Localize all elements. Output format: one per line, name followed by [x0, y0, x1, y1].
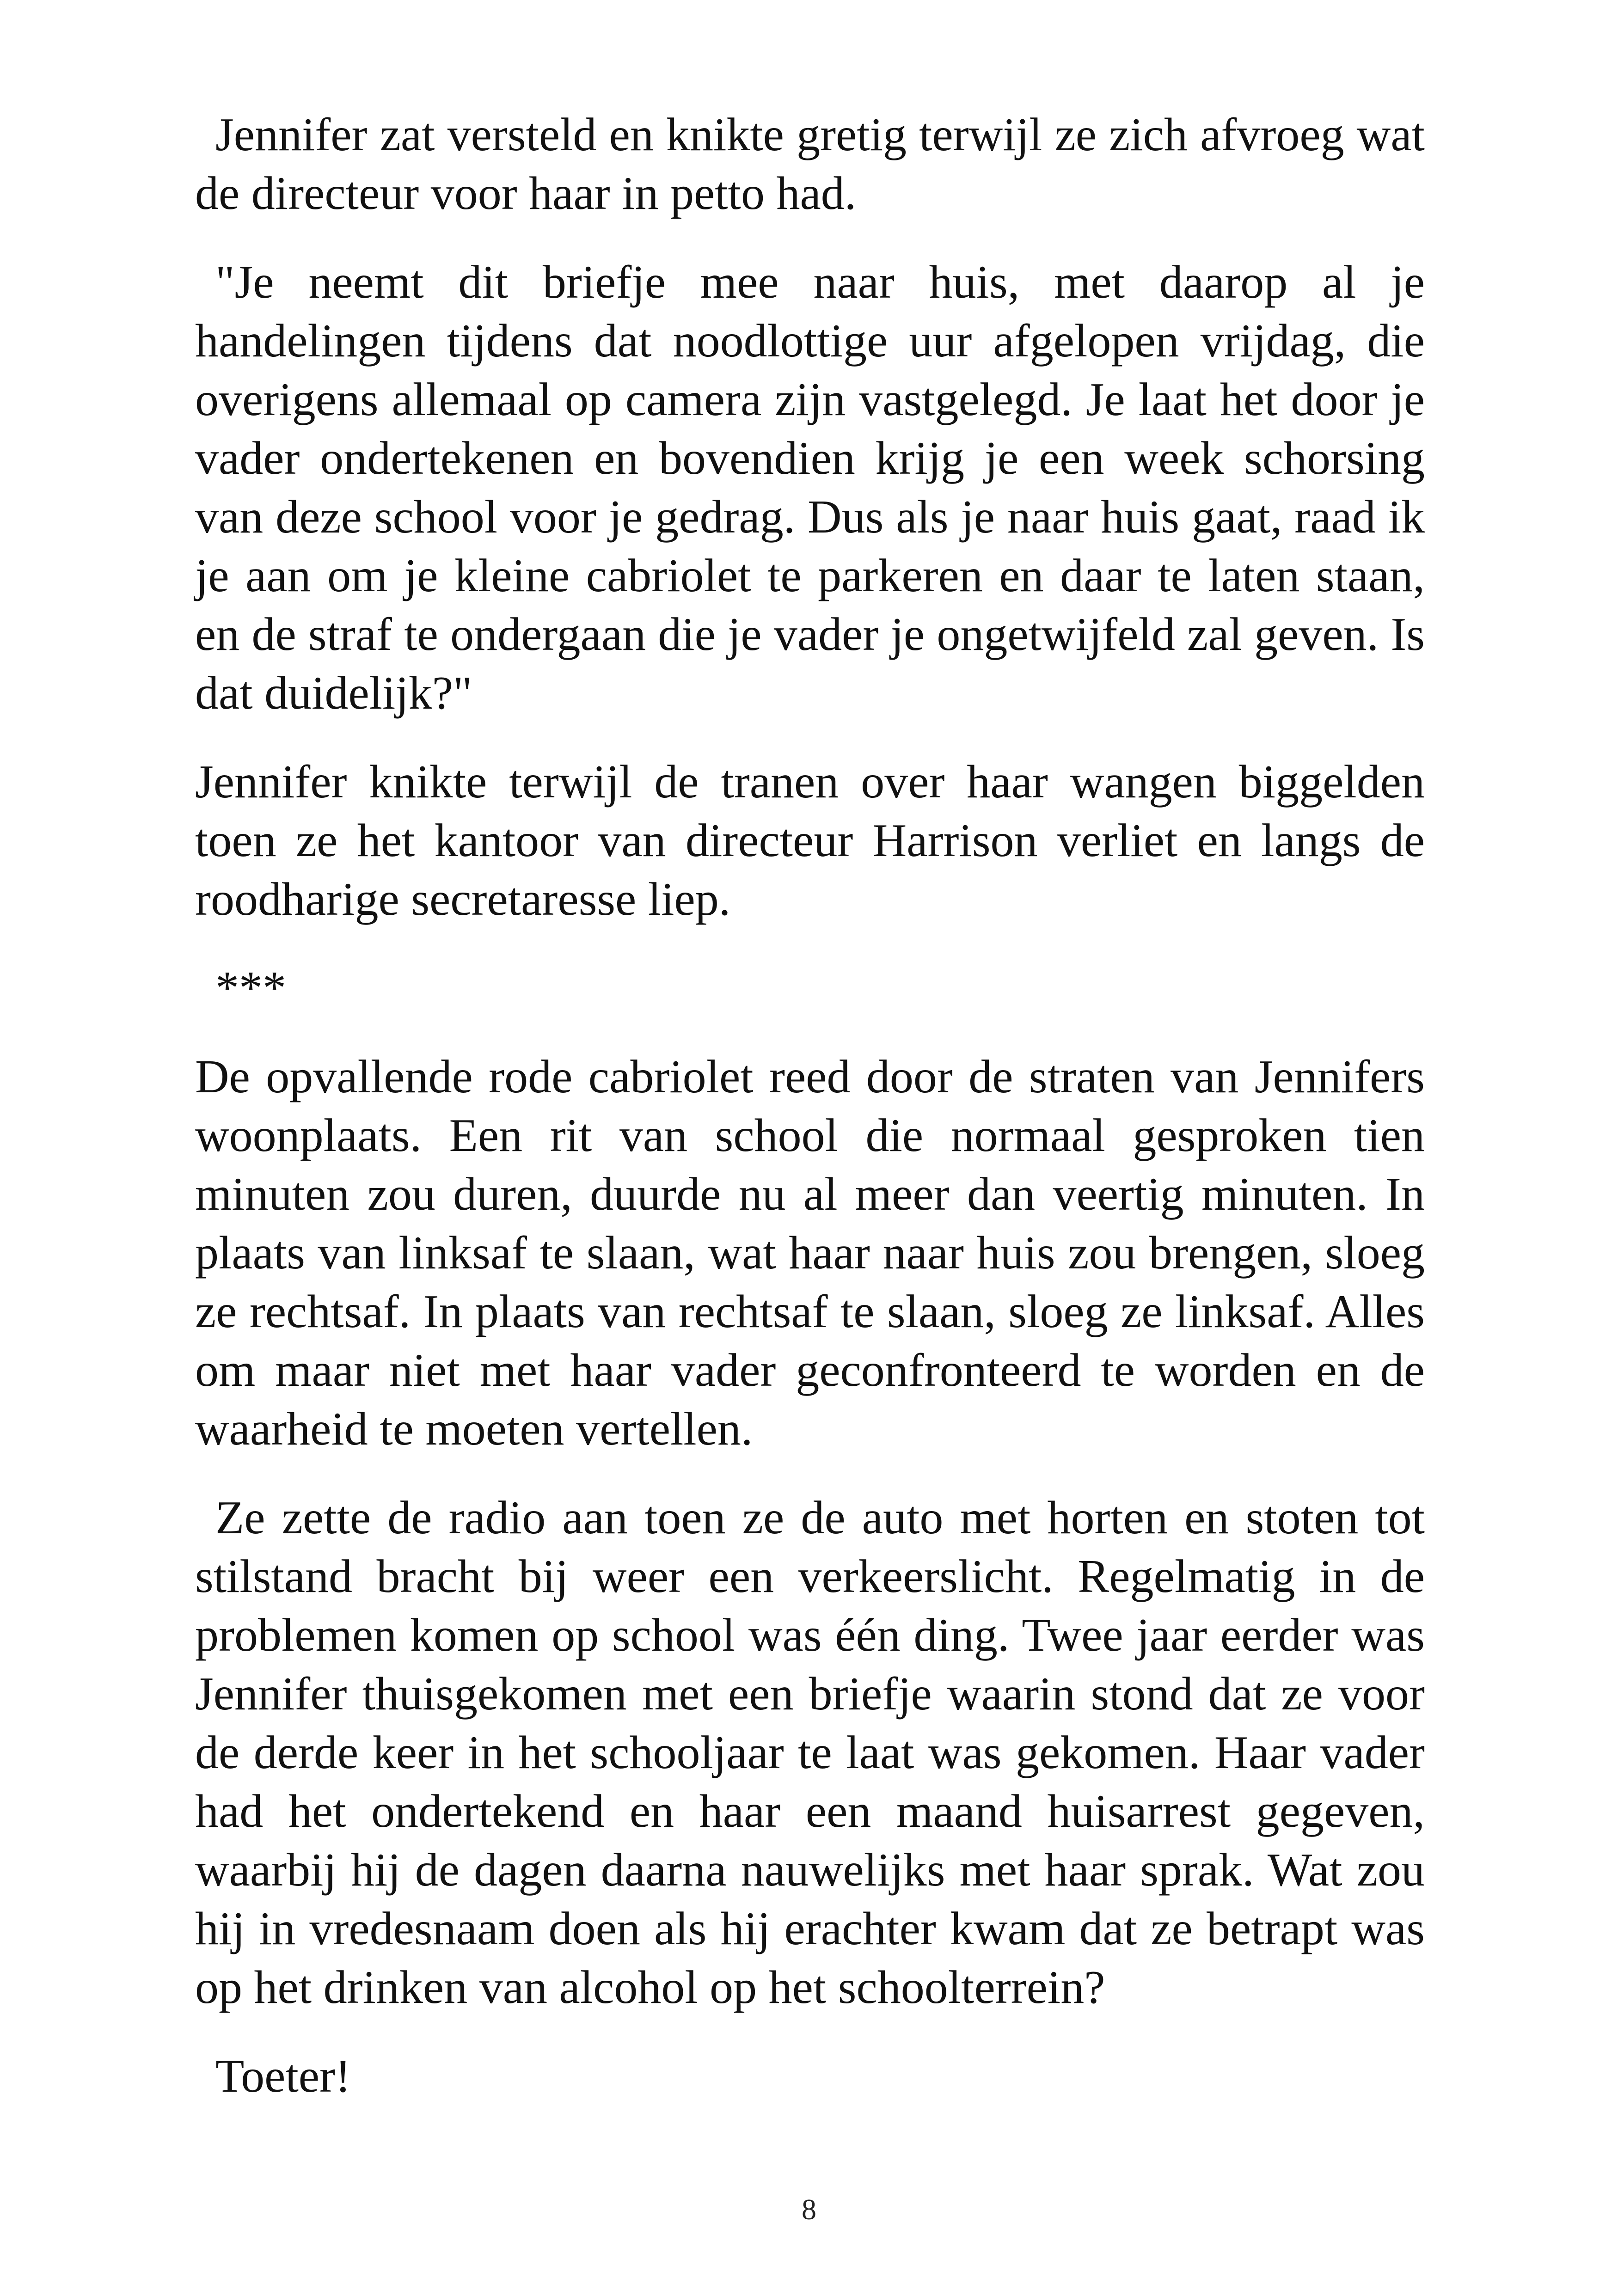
paragraph: "Je neemt dit briefje mee naar huis, met daarop al je handelingen tijdens dat noodlottige uur afgelopen vrijdag, die overigens allemaal op camera zijn vastgelegd. Je laat het door je vader ondertekenen en bovendien krijg je een week schorsing van deze school voor je gedrag. Dus als je naar huis gaat, raad ik je aan om je kleine cabriolet te parkeren en daar te laten staan, en de straf te ondergaan die je vader je ongetwijfeld zal geven. Is dat duidelijk?" [195, 256, 1425, 719]
paragraph: De opvallende rode cabriolet reed door de straten van Jennifers woonplaats. Een rit van school die normaal gesproken tien minuten zou duren, duurde nu al meer dan veertig minuten. In plaats van linksaf te slaan, wat haar naar huis zou brengen, sloeg ze rechtsaf. In plaats van rechtsaf te slaan, sloeg ze linksaf. Alles om maar niet met haar vader geconfronteerd te worden en de waarheid te moeten vertellen. [195, 1051, 1425, 1455]
paragraph: Ze zette de radio aan toen ze de auto met horten en stoten tot stilstand bracht bij weer een verkeerslicht. Regelmatig in de problemen komen op school was één ding. Twee jaar eerder was Jennifer thuisgekomen met een briefje waarin stond dat ze voor de derde keer in het schooljaar te laat was gekomen. Haar vader had het ondertekend en haar een maand huisarrest gegeven, waarbij hij de dagen daarna nauwelijks met haar sprak. Wat zou hij in vredesnaam doen als hij erachter kwam dat ze betrapt was op het drinken van alcohol op het schoolterrein? [195, 1492, 1425, 2014]
page-number: 8 [802, 2193, 816, 2226]
paragraph: Jennifer knikte terwijl de tranen over haar wangen biggelden toen ze het kantoor van directeur Harrison verliet en langs de roodharige secretaresse liep. [195, 756, 1425, 925]
paragraph: Jennifer zat versteld en knikte gretig terwijl ze zich afvroeg wat de directeur voor haar in petto had. [195, 109, 1425, 220]
body-text [195, 105, 1425, 2106]
paragraph: Toeter! [215, 2050, 351, 2102]
scene-separator: *** [215, 962, 286, 1014]
